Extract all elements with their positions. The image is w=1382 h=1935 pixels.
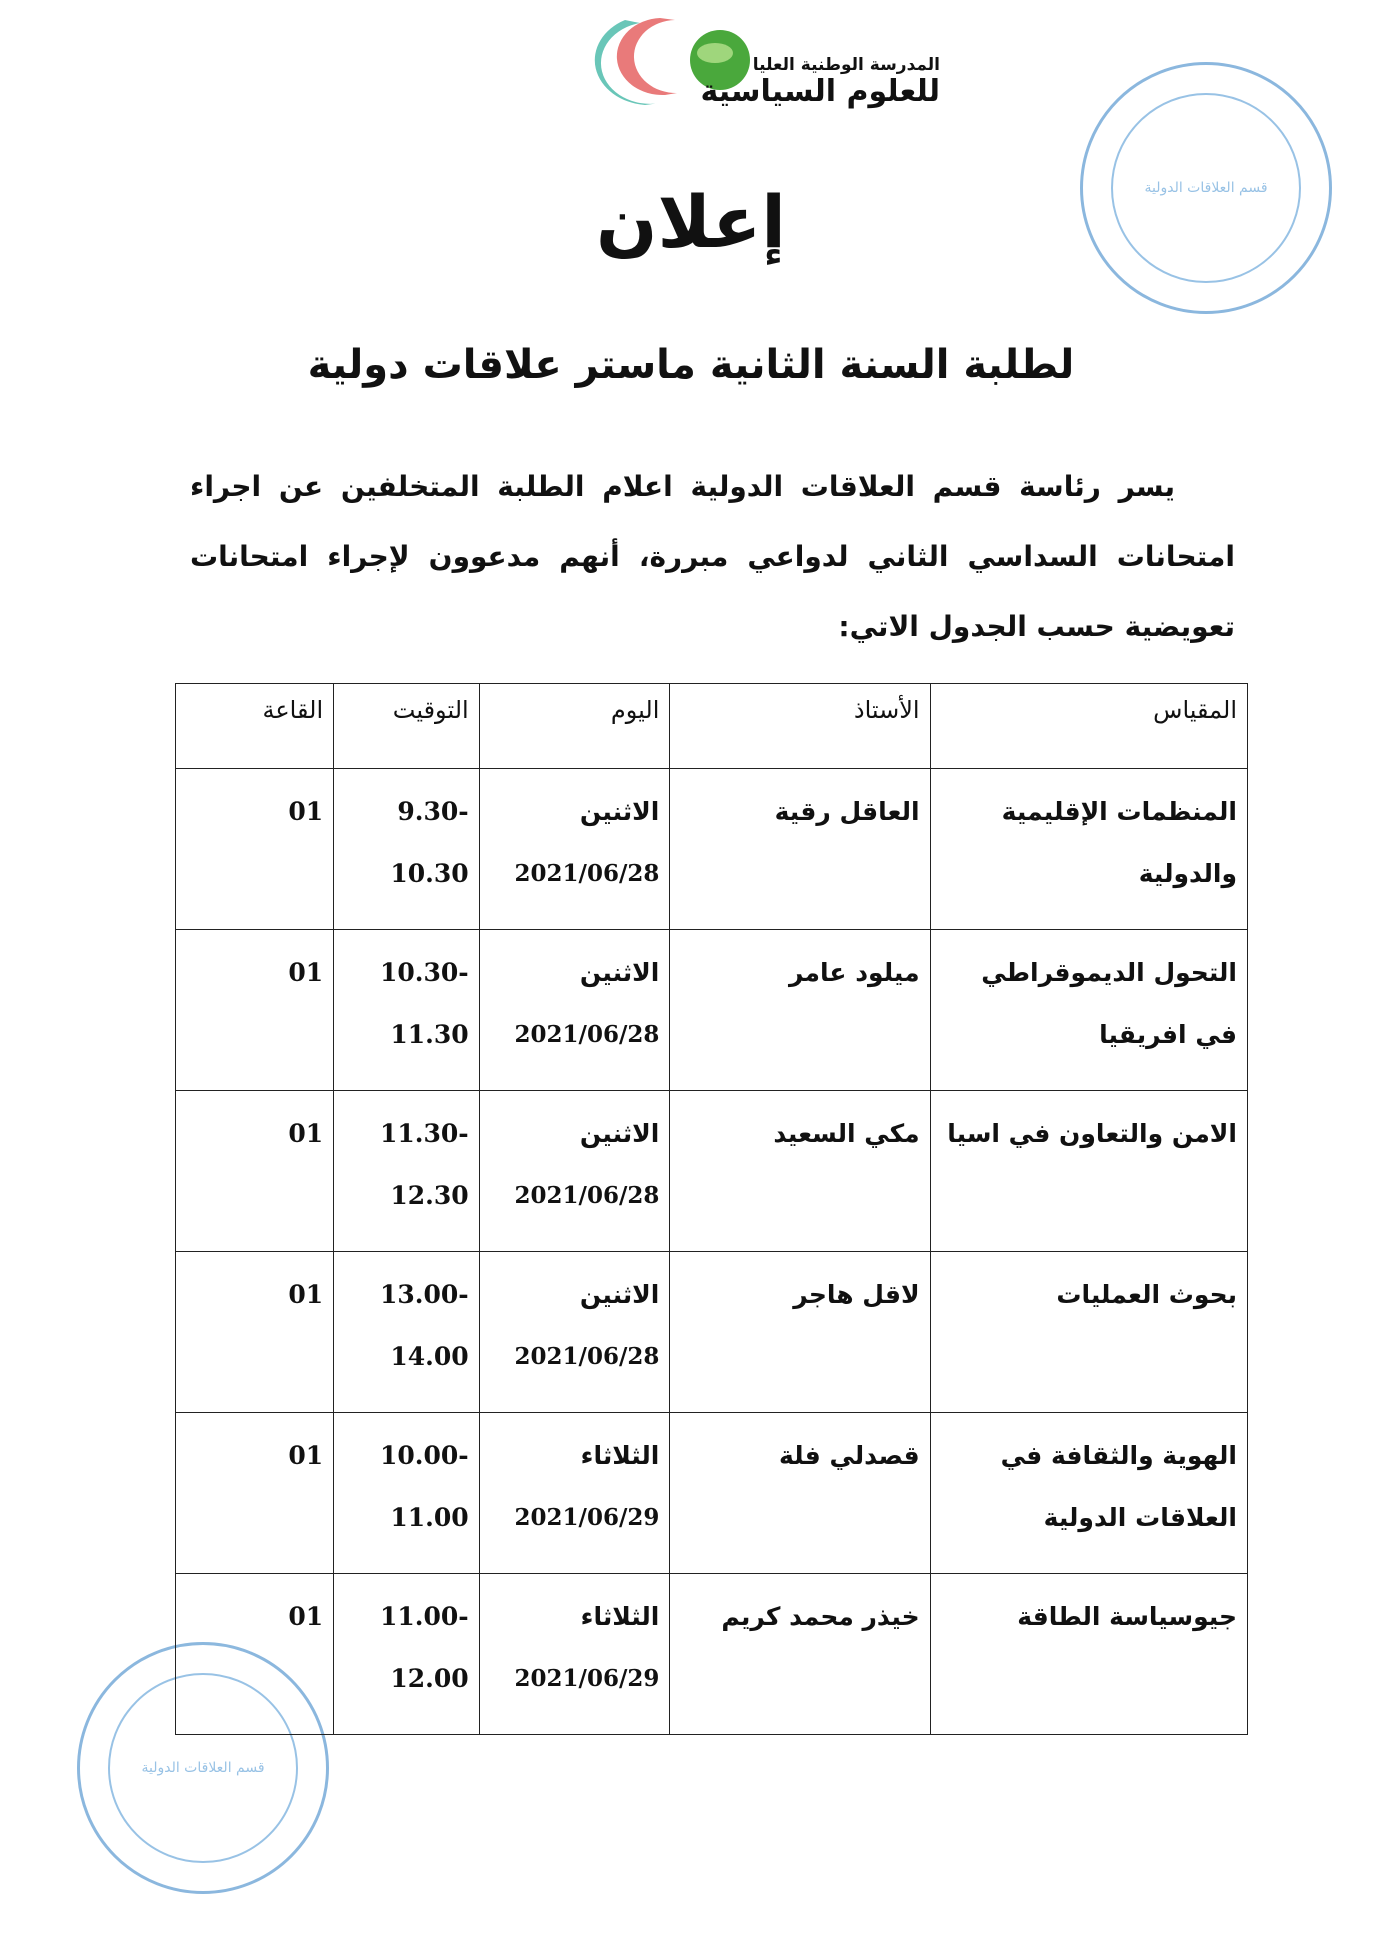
stamp-text: قسم العلاقات الدولية xyxy=(1144,180,1268,196)
cell-professor: مكي السعيد xyxy=(670,1091,930,1252)
exam-date: 2021/06/29 xyxy=(514,1665,660,1692)
cell-room: 01 xyxy=(176,769,334,930)
cell-module: المنظمات الإقليمية والدولية xyxy=(930,769,1247,930)
table-row xyxy=(176,1252,1248,1413)
header-room: القاعة xyxy=(176,684,334,769)
cell-module: بحوث العمليات xyxy=(930,1252,1247,1413)
table-row xyxy=(176,1413,1248,1574)
cell-day xyxy=(479,1091,670,1252)
day-name: الاثنين xyxy=(579,958,660,987)
exam-date: 2021/06/28 xyxy=(514,860,660,887)
cell-time: 10.00- 11.00 xyxy=(334,1413,480,1574)
logo-text-line1: المدرسة الوطنية العليا xyxy=(752,55,940,75)
cell-module: الامن والتعاون في اسيا xyxy=(930,1091,1247,1252)
header-time: التوقيت xyxy=(334,684,480,769)
table-row xyxy=(176,1574,1248,1735)
exam-schedule-table xyxy=(175,683,1248,1735)
table-header-row xyxy=(176,684,1248,769)
day-name: الثلاثاء xyxy=(580,1441,660,1470)
exam-date: 2021/06/28 xyxy=(514,1343,660,1370)
cell-professor: خيذر محمد كريم xyxy=(670,1574,930,1735)
cell-module: التحول الديموقراطي في افريقيا xyxy=(930,930,1247,1091)
cell-time: 9.30- 10.30 xyxy=(334,769,480,930)
day-name: الثلاثاء xyxy=(580,1602,660,1631)
cell-professor: العاقل رقية xyxy=(670,769,930,930)
header-day: اليوم xyxy=(479,684,670,769)
table-row xyxy=(176,1091,1248,1252)
cell-day xyxy=(479,1574,670,1735)
day-name: الاثنين xyxy=(579,1280,660,1309)
day-name: الاثنين xyxy=(579,1119,660,1148)
cell-day xyxy=(479,930,670,1091)
table-row xyxy=(176,930,1248,1091)
header-module: المقياس xyxy=(930,684,1247,769)
cell-room: 01 xyxy=(176,1252,334,1413)
school-logo xyxy=(565,15,945,110)
cell-professor: قصدلي فلة xyxy=(670,1413,930,1574)
cell-professor: ميلود عامر xyxy=(670,930,930,1091)
announcement-body: يسر رئاسة قسم العلاقات الدولية اعلام الطلبة المتخلفين عن اجراء امتحانات السداسي الثاني لدواعي مبررة، أنهم مدعوون لإجراء امتحانات تعويضية حسب الجدول الاتي: xyxy=(190,470,1235,643)
cell-day xyxy=(479,1252,670,1413)
table-row xyxy=(176,769,1248,930)
cell-room: 01 xyxy=(176,1091,334,1252)
day-name: الاثنين xyxy=(579,797,660,826)
cell-room: 01 xyxy=(176,1413,334,1574)
cell-room: 01 xyxy=(176,1574,334,1735)
cell-time: 13.00- 14.00 xyxy=(334,1252,480,1413)
exam-date: 2021/06/28 xyxy=(514,1182,660,1209)
cell-time: 11.00- 12.00 xyxy=(334,1574,480,1735)
cell-room: 01 xyxy=(176,930,334,1091)
announcement-title: إعلان xyxy=(596,180,786,264)
cell-time: 10.30- 11.30 xyxy=(334,930,480,1091)
cell-time: 11.30- 12.30 xyxy=(334,1091,480,1252)
stamp-text: قسم العلاقات الدولية xyxy=(141,1760,265,1776)
cell-module: جيوسياسة الطاقة xyxy=(930,1574,1247,1735)
exam-date: 2021/06/29 xyxy=(514,1504,660,1531)
cell-day xyxy=(479,1413,670,1574)
announcement-subtitle: لطلبة السنة الثانية ماستر علاقات دولية xyxy=(307,342,1075,388)
logo-text-line2: للعلوم السياسية xyxy=(700,74,940,109)
exam-date: 2021/06/28 xyxy=(514,1021,660,1048)
header-professor: الأستاذ xyxy=(670,684,930,769)
cell-professor: لاقل هاجر xyxy=(670,1252,930,1413)
cell-module: الهوية والثقافة في العلاقات الدولية xyxy=(930,1413,1247,1574)
cell-day xyxy=(479,769,670,930)
